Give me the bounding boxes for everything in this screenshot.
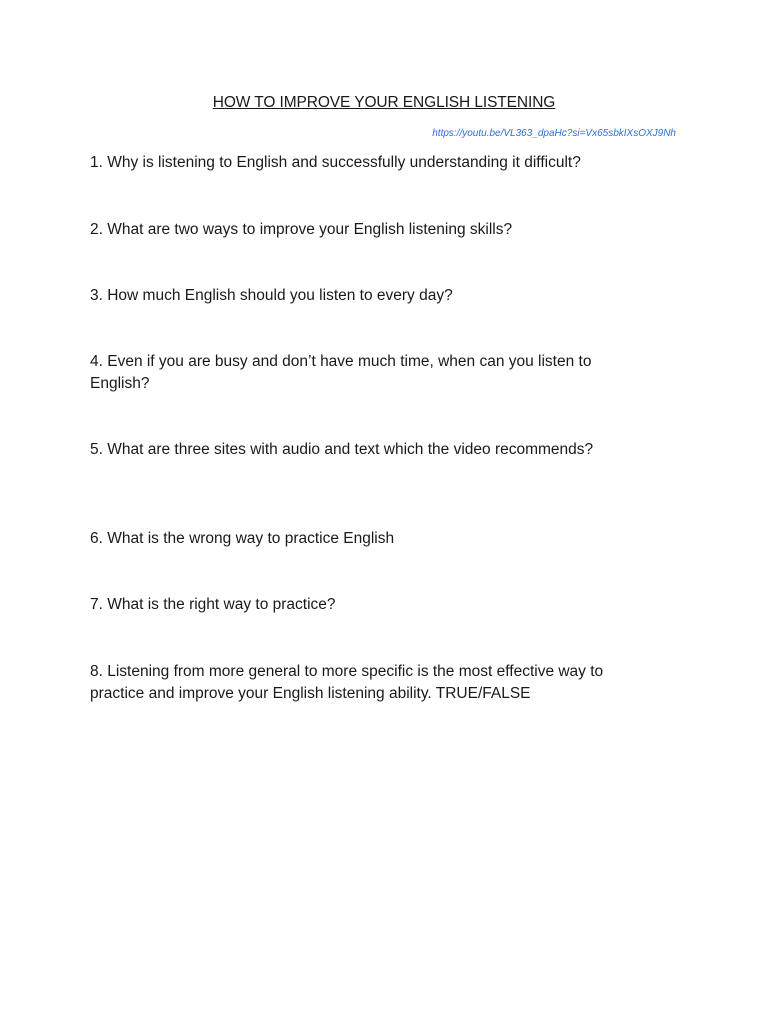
question-6: 6. What is the wrong way to practice English [90,530,395,547]
question-1: 1. Why is listening to English and successfully understanding it difficult? [90,154,581,171]
page-title: HOW TO IMPROVE YOUR ENGLISH LISTENING [212,94,556,111]
question-7: 7. What is the right way to practice? [90,596,336,613]
question-3: 3. How much English should you listen to every day? [90,287,453,304]
question-8: 8. Listening from more general to more specific is the most effective way to practice and improve your English listening ability. TRUE/FALSE [90,663,604,702]
question-2: 2. What are two ways to improve your English listening skills? [90,221,513,238]
video-link[interactable]: https://youtu.be/VL363_dpaHc?si=Vx65sbkIXsOXJ9Nh [432,128,676,139]
question-4: 4. Even if you are busy and don’t have much time, when can you listen to English? [90,353,592,392]
question-5: 5. What are three sites with audio and text which the video recommends? [90,441,594,458]
